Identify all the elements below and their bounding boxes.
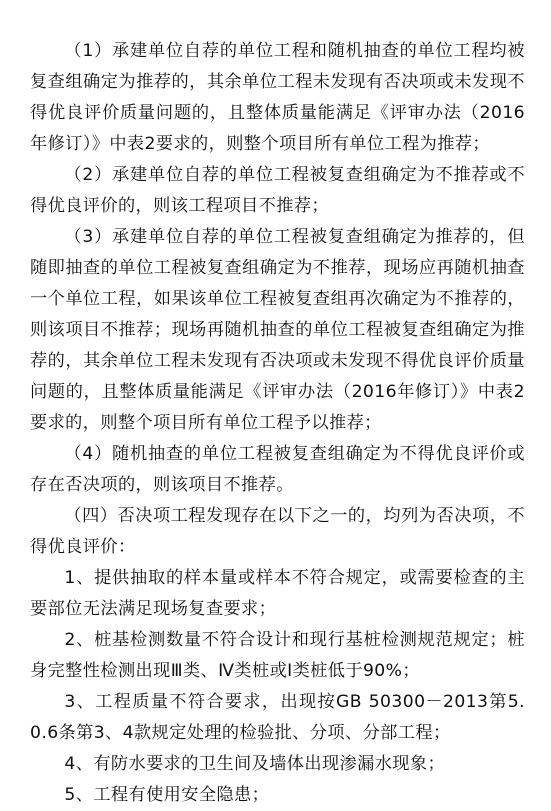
paragraph-1: （1）承建单位自荐的单位工程和随机抽查的单位工程均被复查组确定为推荐的，其余单位工程未发现有否决项或未发现不得优良评价质量问题的，且整体质量能满足《评审办法（2016年修订）》中表2要求的，则整个项目所有单位工程为推荐； [30,41,525,154]
paragraph-3: （3）承建单位自荐的单位工程被复查组确定为推荐的，但随即抽查的单位工程被复查组确定为不推荐，现场应再随机抽查一个单位工程，如果该单位工程被复查组再次确定为不推荐的，则该项目不推荐；现场再随机抽查的单位工程被复查组确定为推荐的，其余单位工程未发现有否决项或未发现不得优良评价质量问题的，且整体质量能满足《评审办法（2016年修订）》中表2要求的，则整个项目所有单位工程予以推荐； [30,227,525,433]
veto-item-4: 4、有防水要求的卫生间及墙体出现渗漏水现象； [64,754,446,774]
veto-item-1: 1、提供抽取的样本量或样本不符合规定，或需要检查的主要部位无法满足现场复查要求； [30,568,525,619]
veto-item-3: 3、工程质量不符合要求，出现按GB 50300－2013第5.0.6条第3、4款规定处理的检验批、分项、分部工程； [30,692,525,743]
document-body [0,36,551,811]
section-heading-veto-items: （四）否决项工程发现存在以下之一的，均列为否决项，不得优良评价： [30,506,525,557]
veto-item-2: 2、桩基检测数量不符合设计和现行基桩检测规范规定；桩身完整性检测出现Ⅲ类、Ⅳ类桩或Ⅰ类桩低于90%； [30,630,525,681]
paragraph-2: （2）承建单位自荐的单位工程被复查组确定为不推荐或不得优良评价的，则该工程项目不推荐； [30,165,525,216]
veto-item-5: 5、工程有使用安全隐患； [64,785,270,805]
paragraph-4: （4）随机抽查的单位工程被复查组确定为不得优良评价或存在否决项的，则该项目不推荐。 [30,444,525,495]
